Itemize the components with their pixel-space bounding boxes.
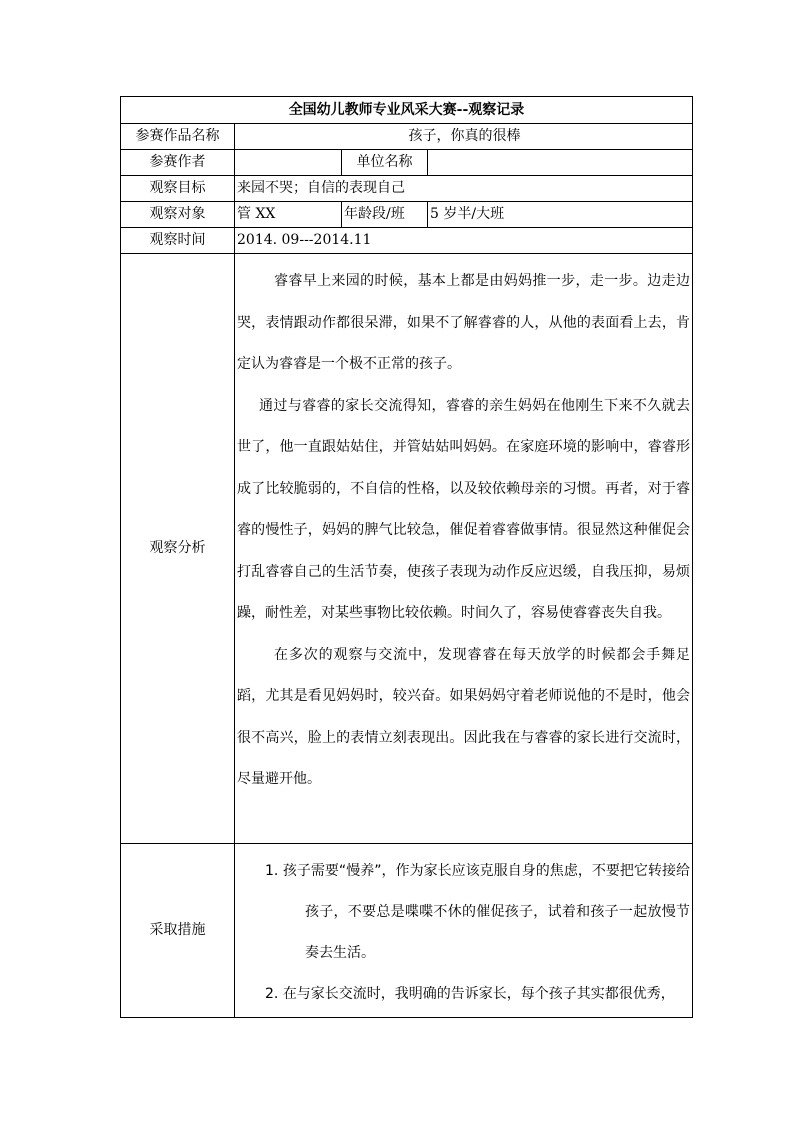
measure-text: [265, 851, 690, 974]
analysis-paragraph: 通过与睿睿的家长交流得知，睿睿的亲生妈妈在他刚生下来不久就去世了，他一直跟姑姑住，并管姑姑叫妈妈。在家庭环境的影响中，睿睿形成了比较脆弱的，不自信的性格，以及较依赖母亲的习惯。再者，对于睿睿的慢性子，妈妈的脾气比较急，催促着睿睿做事情。很显然这种催促会打乱睿睿自己的生活节奏，使孩子表现为动作反应迟缓，自我压抑，易烦躁，耐性差，对某些事物比较依赖。时间久了，容易使睿睿丧失自我。: [237, 397, 690, 621]
measure-item: [235, 974, 690, 1015]
analysis-paragraph: 睿睿早上来园的时候，基本上都是由妈妈推一步，走一步。边走边哭，表情跟动作都很呆滞，如果不了解睿睿的人，从他的表面看上去，肯定认为睿睿是一个极不正常的孩子。: [237, 273, 690, 372]
analysis-paragraph: 在多次的观察与交流中，发现睿睿在每天放学的时候都会手舞足蹈，尤其是看见妈妈时，较兴奋。如果妈妈守着老师说他的不是时，他会很不高兴，脸上的表情立刻表现出。因此我在与睿睿的家长进行交流时，尽量避开他。: [237, 646, 690, 787]
goal-label: 观察目标: [121, 176, 235, 202]
work-name-label: 参赛作品名称: [121, 124, 235, 150]
measures-content: [235, 844, 693, 1018]
age-label: 年龄段/班: [342, 202, 428, 228]
measure-item: [235, 851, 690, 974]
subject-value: 管 XX: [235, 202, 342, 228]
time-value: 2014. 09---2014.11: [235, 228, 693, 254]
measure-number: 1.: [265, 863, 279, 879]
table-title: 全国幼儿教师专业风采大赛--观察记录: [121, 97, 693, 124]
observation-record-table: [120, 96, 693, 1018]
analysis-label: 观察分析: [121, 254, 235, 844]
analysis-content: [235, 254, 693, 844]
measure-number: 2.: [265, 986, 279, 1002]
author-value: [235, 150, 342, 176]
measures-label: 采取措施: [121, 844, 235, 1018]
subject-label: 观察对象: [121, 202, 235, 228]
unit-label: 单位名称: [342, 150, 428, 176]
age-value: 5 岁半/大班: [428, 202, 693, 228]
measure-body: 孩子需要“慢养”，作为家长应该克服自身的焦虑，不要把它转接给孩子，不要总是喋喋不休的催促孩子，试着和孩子一起放慢节奏去生活。: [282, 863, 690, 961]
author-label: 参赛作者: [121, 150, 235, 176]
measure-body: 在与家长交流时，我明确的告诉家长，每个孩子其实都很优秀，: [282, 986, 675, 1002]
work-name-value: 孩子，你真的很棒: [235, 124, 693, 150]
unit-value: [428, 150, 693, 176]
goal-value: 来园不哭；自信的表现自己: [235, 176, 693, 202]
time-label: 观察时间: [121, 228, 235, 254]
measure-text: [265, 974, 690, 1015]
